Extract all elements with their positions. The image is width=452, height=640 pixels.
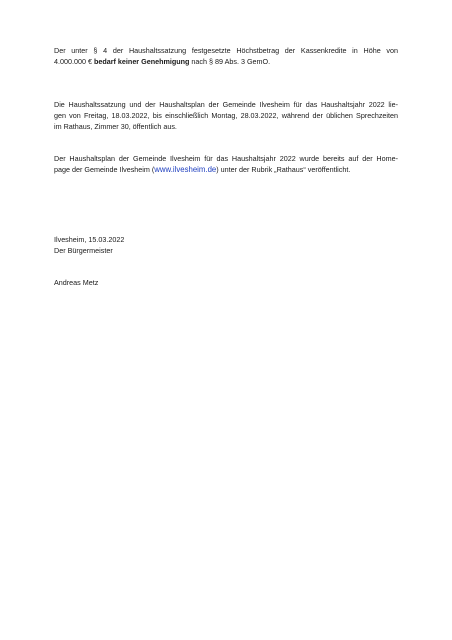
public-display-line-2: gen von Freitag, 18.03.2022, bis einschließlich Montag, 28.03.2022, während der üblichen Sprechzeiten xyxy=(54,111,398,121)
signature-block xyxy=(54,234,398,256)
public-display-line-1: Die Haushaltssatzung und der Haushaltsplan der Gemeinde Ilvesheim für das Haushaltsjahr 2022 lie- xyxy=(54,100,398,109)
website-publication-line-2 xyxy=(54,164,398,175)
credit-limit-paragraph xyxy=(54,45,398,67)
website-line-prefix: page der Gemeinde Ilvesheim ( xyxy=(54,165,155,175)
signatory-name-block xyxy=(54,277,398,288)
website-publication-paragraph xyxy=(54,153,398,175)
place-date: Ilvesheim, 15.03.2022 xyxy=(54,235,125,244)
legal-reference-text: nach § 89 Abs. 3 GemO. xyxy=(189,57,271,67)
credit-limit-amount: 4.000.000 € xyxy=(54,57,94,67)
credit-limit-line-1: Der unter § 4 der Haushaltssatzung festgesetzte Höchstbetrag der Kassenkredite in Höhe von xyxy=(54,46,398,55)
website-line-suffix: ) unter der Rubrik „Rathaus“ veröffentlicht. xyxy=(216,165,351,175)
no-approval-required-text: bedarf keiner Genehmigung xyxy=(93,57,190,67)
public-display-line-3: im Rathaus, Zimmer 30, öffentlich aus. xyxy=(54,122,177,132)
signatory-role: Der Bürgermeister xyxy=(54,246,113,256)
public-display-paragraph xyxy=(54,99,398,133)
credit-limit-line-2 xyxy=(54,56,398,67)
website-link[interactable]: www.ilvesheim.de xyxy=(154,165,217,175)
signatory-name: Andreas Metz xyxy=(54,278,99,287)
website-publication-line-1: Der Haushaltsplan der Gemeinde Ilvesheim für das Haushaltsjahr 2022 wurde bereits auf der Home- xyxy=(54,154,398,163)
